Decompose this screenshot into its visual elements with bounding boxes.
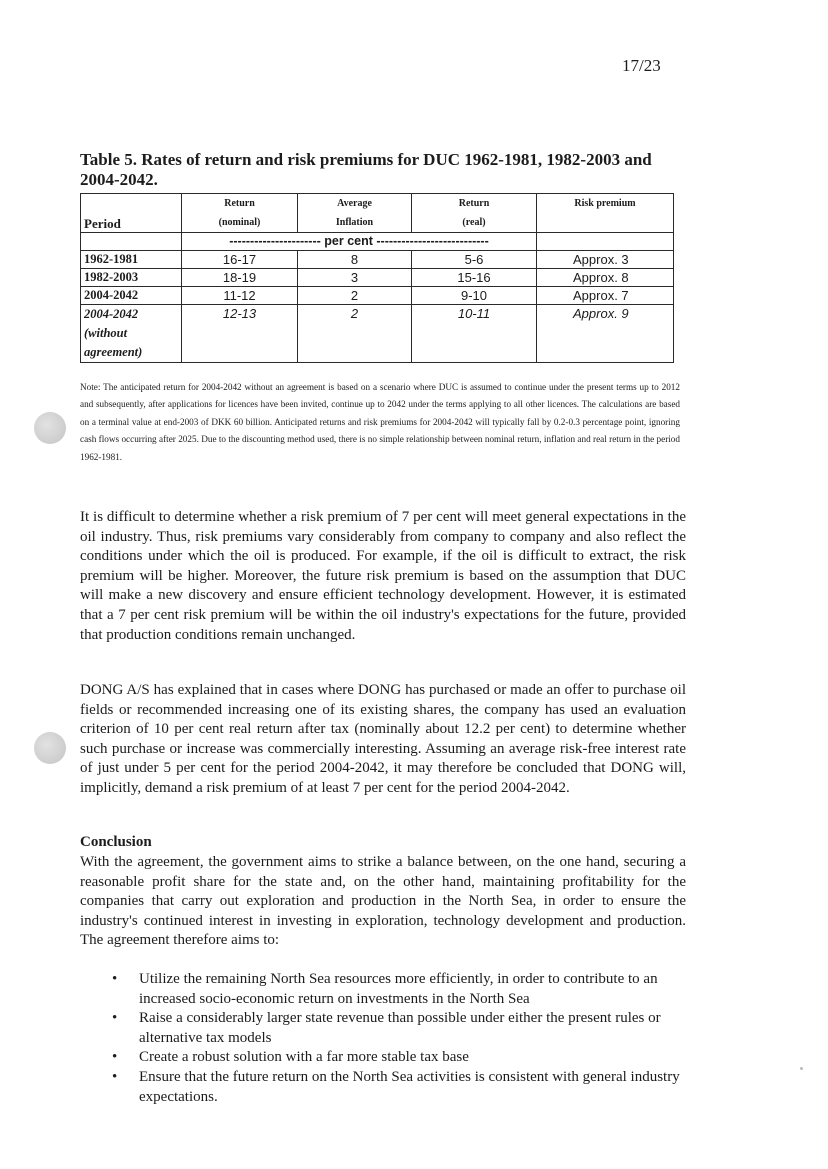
cell-risk: Approx. 7 — [537, 287, 674, 305]
list-item: • Ensure that the future return on the North Sea activities is consistent with general industry expectations. — [112, 1068, 680, 1105]
cell-risk: Approx. 8 — [537, 269, 674, 287]
table-row — [81, 251, 674, 269]
cell-nominal: 16-17 — [182, 251, 298, 269]
header-return-real: Return (real) — [412, 194, 537, 233]
cell-real: 10-11 — [412, 305, 537, 363]
header-period: Period — [81, 194, 182, 233]
table-note: Note: The anticipated return for 2004-2042 without an agreement is based on a scenario where DUC is assumed to continue under the present terms up to 2012 and subsequently, after applications for licences have been invited, continue up to 2042 under the terms applying to all other licences. The calculations are based on a terminal value at end-2003 of DKK 60 billion. Anticipated returns and risk premiums for 2004-2042 will typically fall by 0.2-0.3 percentage point, ignoring cash flows occurring after 2025. Due to the discounting method used, there is no simple relationship between nominal return, inflation and real return in the period 1962-1981. — [80, 382, 680, 462]
list-item: • Raise a considerably larger state revenue than possible under either the present rules or alternative tax models — [112, 1010, 661, 1046]
table-title: Table 5. Rates of return and risk premiums for DUC 1962-1981, 1982-2003 and 2004-2042. — [80, 150, 652, 189]
bullet-icon: • — [112, 971, 118, 987]
rates-table — [80, 193, 674, 363]
bullet-icon: • — [112, 1049, 118, 1066]
cell-inflation: 2 — [298, 305, 412, 363]
table-row — [81, 287, 674, 305]
unit-row — [81, 233, 674, 251]
conclusion-heading: Conclusion — [80, 834, 152, 850]
punch-hole — [34, 412, 66, 444]
cell-period: 2004-2042 — [81, 287, 182, 305]
scan-speck — [800, 1067, 803, 1070]
cell-period: 1982-2003 — [81, 269, 182, 287]
bullet-icon: • — [112, 1068, 118, 1085]
header-risk-premium: Risk premium — [537, 194, 674, 233]
unit-label: ---------------------- per cent --------------------------- — [182, 233, 537, 251]
cell-real: 15-16 — [412, 269, 537, 287]
list-item: • Utilize the remaining North Sea resources more efficiently, in order to contribute to an increased socio-economic return on investments in the North Sea — [112, 971, 658, 1007]
cell-real: 5-6 — [412, 251, 537, 269]
table-row — [81, 305, 674, 363]
cell-real: 9-10 — [412, 287, 537, 305]
cell-risk: Approx. 9 — [537, 305, 674, 363]
header-return-nominal: Return (nominal) — [182, 194, 298, 233]
header-inflation: Average Inflation — [298, 194, 412, 233]
list-item: • Create a robust solution with a far more stable tax base — [80, 1048, 692, 1068]
cell-risk: Approx. 3 — [537, 251, 674, 269]
paragraph-risk-premium: It is difficult to determine whether a risk premium of 7 per cent will meet general expectations in the oil industry. Thus, risk premiums vary considerably from company to company and also reflect the conditions under which the oil is produced. For example, if the oil is difficult to extract, the risk premium will be higher. Moreover, the future risk premium is based on the assumption that DUC will make a new discovery and ensure efficient technology development. However, it is estimated that a 7 per cent risk premium will be within the oil industry's expectations for the future, provided that production conditions remain unchanged. — [80, 509, 686, 643]
cell-nominal: 11-12 — [182, 287, 298, 305]
punch-hole — [34, 732, 66, 764]
cell-inflation: 2 — [298, 287, 412, 305]
table-header-row — [81, 194, 674, 233]
cell-nominal: 18-19 — [182, 269, 298, 287]
aims-list — [80, 970, 692, 1107]
cell-inflation: 8 — [298, 251, 412, 269]
paragraph-dong: DONG A/S has explained that in cases where DONG has purchased or made an offer to purchase oil fields or recommended increasing one of its existing shares, the company has used an evaluation criterion of 10 per cent real return after tax (nominally about 12.2 per cent) to determine whether such purchase or increase was commercially interesting. Assuming an average risk-free interest rate of just under 5 per cent for the period 2004-2042, it may therefore be concluded that DONG will, implicitly, demand a risk premium of at least 7 per cent for the period 2004-2042. — [80, 682, 686, 796]
bullet-icon: • — [112, 1010, 118, 1027]
table-row — [81, 269, 674, 287]
cell-period: 2004-2042 (without agreement) — [81, 305, 182, 363]
cell-nominal: 12-13 — [182, 305, 298, 363]
cell-period: 1962-1981 — [81, 251, 182, 269]
paragraph-conclusion: With the agreement, the government aims to strike a balance between, on the one hand, securing a reasonable profit share for the state and, on the other hand, maintaining profitability for the companies that carry out exploration and production in the North Sea, in order to ensure the industry's continued interest in investing in exploration, technology development and production. The agreement therefore aims to: — [80, 854, 686, 949]
cell-inflation: 3 — [298, 269, 412, 287]
page-number: 17/23 — [622, 56, 661, 75]
